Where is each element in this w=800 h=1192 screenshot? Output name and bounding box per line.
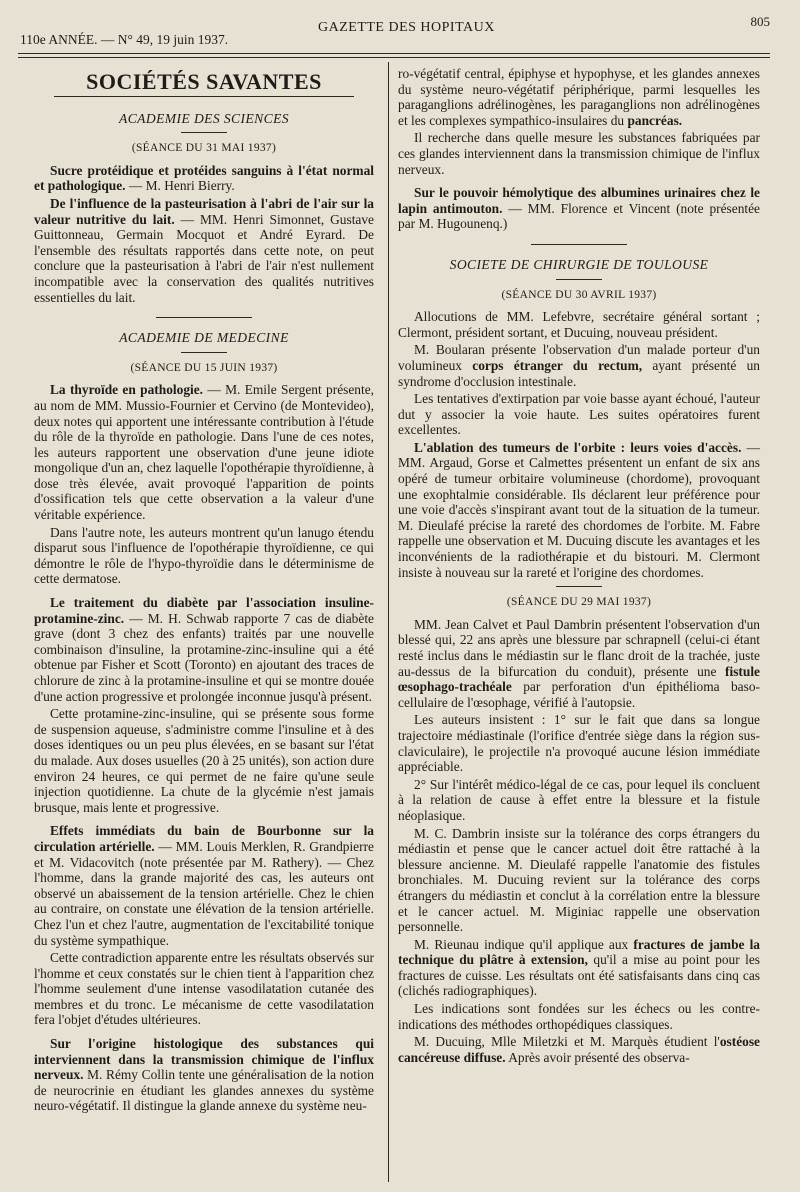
paragraph: Dans l'autre note, les auteurs montrent qu'un lanugo étendu disparut sous l'influence de l'opothérapie thyroïdienne, ce qui démontre le rôle de l'hypo-thyroïdie dans le déterminisme de cette dermatose. <box>34 524 374 587</box>
journal-title: GAZETTE DES HOPITAUX <box>318 20 495 35</box>
paragraph: ro-végétatif central, épiphyse et hypophyse, et les glandes annexes du système neuro-végétatif périphérique, parmi lesquelles les paraganglions adrélinogènes, les paraganglions non adrélinogènes et les complexes sympathico-insulaires du pancréas. <box>398 66 760 128</box>
paragraph: Allocutions de MM. Lefebvre, secrétaire général sortant ; Clermont, président sortant, et Ducuing, nouveau président. <box>398 309 760 340</box>
section-title: SOCIÉTÉS SAVANTES <box>86 69 322 94</box>
paragraph: L'ablation des tumeurs de l'orbite : leurs voies d'accès. — MM. Argaud, Gorse et Calmettes présentent un enfant de six ans opéré de tumeur orbitaire volumineuse (chordome), provoquant une exophtalmie considérable. Ils déclarent leur préférence pour une voie d'accès s'inspirant avant tout de la situation de la tumeur. M. Dieulafé précise la rareté des chordomes de l'orbite. M. Fabre rappelle une observation et M. Ducuing discute les avantages et les inconvénients de la radiothérapie et du bistouri. M. Clermont insiste à nouveau sur la rareté et l'origine des chordomes. <box>398 439 760 580</box>
paragraph: 2° Sur l'intérêt médico-légal de ce cas, pour lequel ils concluent à la relation de cause à effet entre la blessure et la fistule néoplasique. <box>398 776 760 823</box>
heading-rule <box>556 586 602 587</box>
column-separator <box>388 62 389 1182</box>
page-header <box>18 14 770 50</box>
paragraph: Il recherche dans quelle mesure les substances fabriquées par ces glandes interviennent dans la transmission chimique de l'influx nerveux. <box>398 130 760 177</box>
paragraph: M. Ducuing, Mlle Miletzki et M. Marquès étudient l'ostéose cancéreuse diffuse. Après avoir présenté des observa- <box>398 1034 760 1065</box>
paragraph: M. Rieunau indique qu'il applique aux fractures de jambe la technique du plâtre à extension, qu'il a mise au point pour les fractures de cuisse. Les résultats ont été satisfaisants dans cinq cas (clichés radiographiques). <box>398 936 761 999</box>
seance-date: (SÉANCE DU 15 JUIN 1937) <box>130 361 278 374</box>
section-divider <box>531 244 627 245</box>
heading-rule <box>556 279 602 280</box>
header-rule-thin <box>18 57 770 58</box>
seance-date-2: (SÉANCE DU 29 MAI 1937) <box>506 596 652 609</box>
heading-academie-sciences: ACADEMIE DES SCIENCES <box>119 110 289 126</box>
paragraph: M. C. Dambrin insiste sur la tolérance des corps étrangers du médiastin et pense que le cancer actuel doit être rattaché à la blessure ancienne. M. Dieulafé rappelle l'anatomie des fistules bronchiales. M. Ducuing revient sur la tolérance des corps étrangers du médiastin et conclut à la corrélation entre la blessure et le cancer actuel. M. Miginiac rappelle une observation personnelle. <box>398 825 760 935</box>
paragraph: Effets immédiats du bain de Bourbonne sur la circulation artérielle. — MM. Louis Merklen, R. Grandpierre et M. Vidacovitch (note présentée par M. Rathery). — Chez l'homme, dans la grande majorité des cas, les auteurs ont observé un abaissement de la tension artérielle. Chez le chien au contraire, on constate une élévation de la tension artérielle. Chez l'un et chez l'autre, augmentation de l'excitabilité tonique du système sympathique. <box>34 823 374 948</box>
paragraph: Les tentatives d'extirpation par voie basse ayant échoué, l'auteur dut y associer la voie haute. Les suites opératoires furent excellentes. <box>398 391 760 438</box>
heading-rule <box>181 352 227 353</box>
paragraph: Le traitement du diabète par l'association insuline-protamine-zinc. — M. H. Schwab rapporte 7 cas de diabète grave (dont 3 chez des enfants) traités par une nouvelle combinaison d'insuline, la protamine-zinc-insuline qui a été obtenue par Fisher et Scott (Toronto) en ajoutant des traces de chlorure de zinc à la protamine-insuline et qui se montre douée d'une action progressive et prolongée inconnue jusqu'à présent. <box>34 595 374 704</box>
paragraph: MM. Jean Calvet et Paul Dambrin présentent l'observation d'un blessé qui, 22 ans après une blessure par schrapnell (celui-ci étant resté inclus dans le médiastin sur le flanc droit de la trachée, juste au-dessus de la bifurcation du conduit), présente une fistule œsophago-trachéale par perforation d'un épithélioma baso-cellulaire de l'œsophage, vérifié à l'autopsie. <box>398 616 760 710</box>
title-rule <box>54 96 354 97</box>
heading-rule <box>181 132 227 133</box>
section-divider <box>156 317 252 318</box>
paragraph: Les indications sont fondées sur les échecs ou les contre-indications des méthodes orthopédiques classiques. <box>398 1001 760 1032</box>
issue-info: 110e ANNÉE. — N° 49, 19 juin 1937. <box>20 32 229 47</box>
seance-date: (SÉANCE DU 31 MAI 1937) <box>131 142 277 155</box>
header-rule <box>18 53 770 54</box>
paragraph: Sur le pouvoir hémolytique des albumines urinaires chez le lapin antimouton. — MM. Florence et Vincent (note présentée par M. Hugounenq.) <box>398 185 760 232</box>
paragraph: Sur l'origine histologique des substances qui interviennent dans la transmission chimique de l'influx nerveux. M. Rémy Collin tente une généralisation de la notion de neurocrinie en étudiant les glandes annexes du système neuro-végétatif. Il distingue la glande annexe du système neu- <box>34 1036 374 1114</box>
heading-academie-medecine: ACADEMIE DE MEDECINE <box>119 330 289 346</box>
page-number: 805 <box>750 14 770 29</box>
right-column <box>398 66 760 1067</box>
heading-societe-chirurgie: SOCIETE DE CHIRURGIE DE TOULOUSE <box>449 256 709 272</box>
paragraph: Les auteurs insistent : 1° sur le fait que dans sa longue trajectoire médiastinale (l'orifice d'entrée siège dans la région sus-claviculaire), le projectile n'a provoqué aucune lésion immédiate appréciable. <box>398 712 760 775</box>
paragraph: Cette contradiction apparente entre les résultats observés sur l'homme et ceux constatés sur le chien tient à l'apparition chez l'homme seulement d'une intense vasodilatation cutanée des membres et du tronc. Le mécanisme de cette vasodilatation fera l'objet d'études ultérieures. <box>34 950 374 1028</box>
paragraph: M. Boularan présente l'observation d'un malade porteur d'un volumineux corps étranger du rectum, ayant présenté un syndrome d'occlusion intestinale. <box>398 342 760 389</box>
paragraph: La thyroïde en pathologie. — M. Emile Sergent présente, au nom de MM. Mussio-Fournier et Cervino (de Montevideo), deux notes qui apportent une intéressante contribution à l'étude du rôle de la thyroïde en pathologie. Dans l'une de ces notes, les auteurs rapportent une observation d'une jeune idiote mongolique d'un an, chez laquelle l'opothérapie thyroïdienne, à dose très élevée, avait provoqué l'apparition de points d'ossification tels que cette observation a la valeur d'une véritable expérience. <box>34 382 374 523</box>
paragraph: Sucre protéidique et protéides sanguins à l'état normal et pathologique. — M. Henri Bierry. <box>34 162 374 194</box>
paragraph: De l'influence de la pasteurisation à l'abri de l'air sur la valeur nutritive du lait. — MM. Henri Simonnet, Gustave Guittonneau, Germain Mocquot et André Eyrard. De l'ensemble des résultats rapportés dans cette note, on peut conclure que la pasteurisation à l'abri de l'air n'est nullement incompatible avec la conservation des qualités nutritives essentielles du lait. <box>34 195 374 305</box>
paragraph: Cette protamine-zinc-insuline, qui se présente sous forme de suspension aqueuse, s'administre comme l'insuline et à des doses identiques ou un peu plus élevées, en se basant sur l'état du malade. Aux doses usuelles (20 à 25 unités), son action dure environ 24 heures, ce qui permet de ne faire qu'une seule injection quotidienne. La chute de la glycémie n'est jamais brusque, mais lente et progressive. <box>34 706 374 815</box>
left-column <box>34 66 374 1116</box>
seance-date: (SÉANCE DU 30 AVRIL 1937) <box>501 288 657 301</box>
